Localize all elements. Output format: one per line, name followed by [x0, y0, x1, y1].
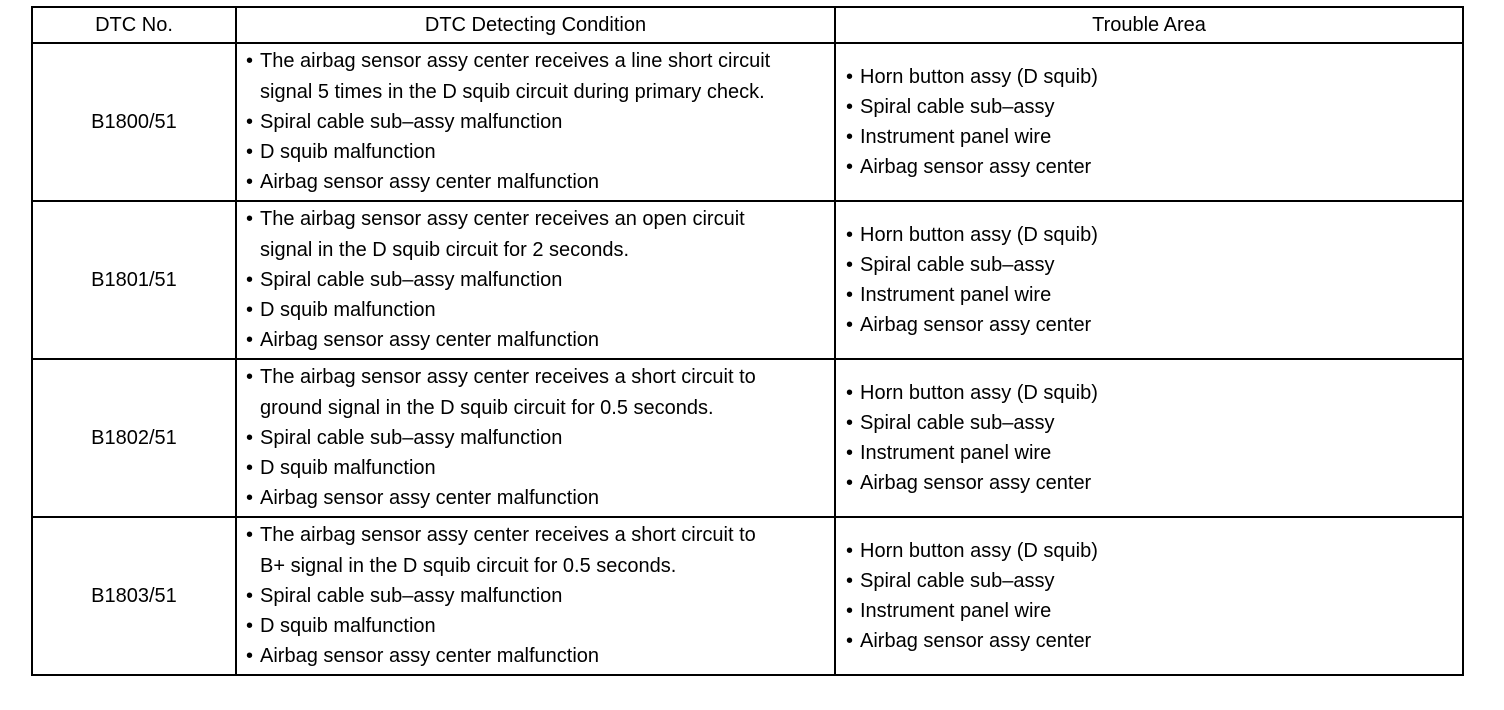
- dtc-code: B1802/51: [32, 359, 236, 517]
- trouble-area-item: • Spiral cable sub–assy: [846, 408, 1454, 438]
- trouble-area-item: • Horn button assy (D squib): [846, 536, 1454, 566]
- condition-item: • Airbag sensor assy center malfunction: [246, 641, 826, 671]
- dtc-code: B1800/51: [32, 43, 236, 201]
- trouble-area-item: • Airbag sensor assy center: [846, 152, 1454, 182]
- trouble-area-item: • Instrument panel wire: [846, 596, 1454, 626]
- condition-item: • The airbag sensor assy center receives a short circuit to B+ signal in the D squib circuit for 0.5 seconds.: [246, 520, 826, 580]
- dtc-code: B1801/51: [32, 201, 236, 359]
- trouble-area-item: • Horn button assy (D squib): [846, 220, 1454, 250]
- header-trouble-area: Trouble Area: [835, 7, 1463, 43]
- condition-list: [237, 46, 834, 197]
- condition-item: • The airbag sensor assy center receives an open circuit signal in the D squib circuit for 2 seconds.: [246, 204, 826, 264]
- condition-item: • D squib malfunction: [246, 137, 826, 167]
- trouble-area-item: • Horn button assy (D squib): [846, 378, 1454, 408]
- condition-item: • The airbag sensor assy center receives a line short circuit signal 5 times in the D squib circuit during primary check.: [246, 46, 826, 106]
- detecting-condition-cell: [236, 517, 835, 675]
- condition-item: • Spiral cable sub–assy malfunction: [246, 581, 826, 611]
- trouble-area-item: • Airbag sensor assy center: [846, 468, 1454, 498]
- condition-item: • D squib malfunction: [246, 453, 826, 483]
- trouble-area-item: • Airbag sensor assy center: [846, 310, 1454, 340]
- trouble-area-item: • Horn button assy (D squib): [846, 62, 1454, 92]
- condition-item: • Spiral cable sub–assy malfunction: [246, 423, 826, 453]
- trouble-area-cell: [835, 43, 1463, 201]
- dtc-table: [31, 6, 1464, 676]
- table-header-row: [32, 7, 1463, 43]
- trouble-area-item: • Spiral cable sub–assy: [846, 566, 1454, 596]
- condition-item: • Airbag sensor assy center malfunction: [246, 167, 826, 197]
- trouble-area-list: [836, 536, 1462, 657]
- condition-item: • Spiral cable sub–assy malfunction: [246, 265, 826, 295]
- condition-list: [237, 520, 834, 671]
- trouble-area-item: • Instrument panel wire: [846, 280, 1454, 310]
- condition-item: • Airbag sensor assy center malfunction: [246, 325, 826, 355]
- condition-list: [237, 362, 834, 513]
- trouble-area-list: [836, 220, 1462, 341]
- detecting-condition-cell: [236, 43, 835, 201]
- trouble-area-item: • Instrument panel wire: [846, 438, 1454, 468]
- trouble-area-cell: [835, 201, 1463, 359]
- condition-list: [237, 204, 834, 355]
- table-row: [32, 517, 1463, 675]
- condition-item: • D squib malfunction: [246, 295, 826, 325]
- condition-item: • The airbag sensor assy center receives a short circuit to ground signal in the D squib circuit for 0.5 seconds.: [246, 362, 826, 422]
- condition-item: • Airbag sensor assy center malfunction: [246, 483, 826, 513]
- header-dtc-no: DTC No.: [32, 7, 236, 43]
- trouble-area-item: • Airbag sensor assy center: [846, 626, 1454, 656]
- detecting-condition-cell: [236, 201, 835, 359]
- trouble-area-list: [836, 62, 1462, 183]
- table-row: [32, 43, 1463, 201]
- condition-item: • D squib malfunction: [246, 611, 826, 641]
- trouble-area-cell: [835, 517, 1463, 675]
- trouble-area-cell: [835, 359, 1463, 517]
- trouble-area-list: [836, 378, 1462, 499]
- trouble-area-item: • Spiral cable sub–assy: [846, 92, 1454, 122]
- table-row: [32, 201, 1463, 359]
- dtc-code: B1803/51: [32, 517, 236, 675]
- table-row: [32, 359, 1463, 517]
- condition-item: • Spiral cable sub–assy malfunction: [246, 107, 826, 137]
- detecting-condition-cell: [236, 359, 835, 517]
- trouble-area-item: • Spiral cable sub–assy: [846, 250, 1454, 280]
- trouble-area-item: • Instrument panel wire: [846, 122, 1454, 152]
- header-detecting-condition: DTC Detecting Condition: [236, 7, 835, 43]
